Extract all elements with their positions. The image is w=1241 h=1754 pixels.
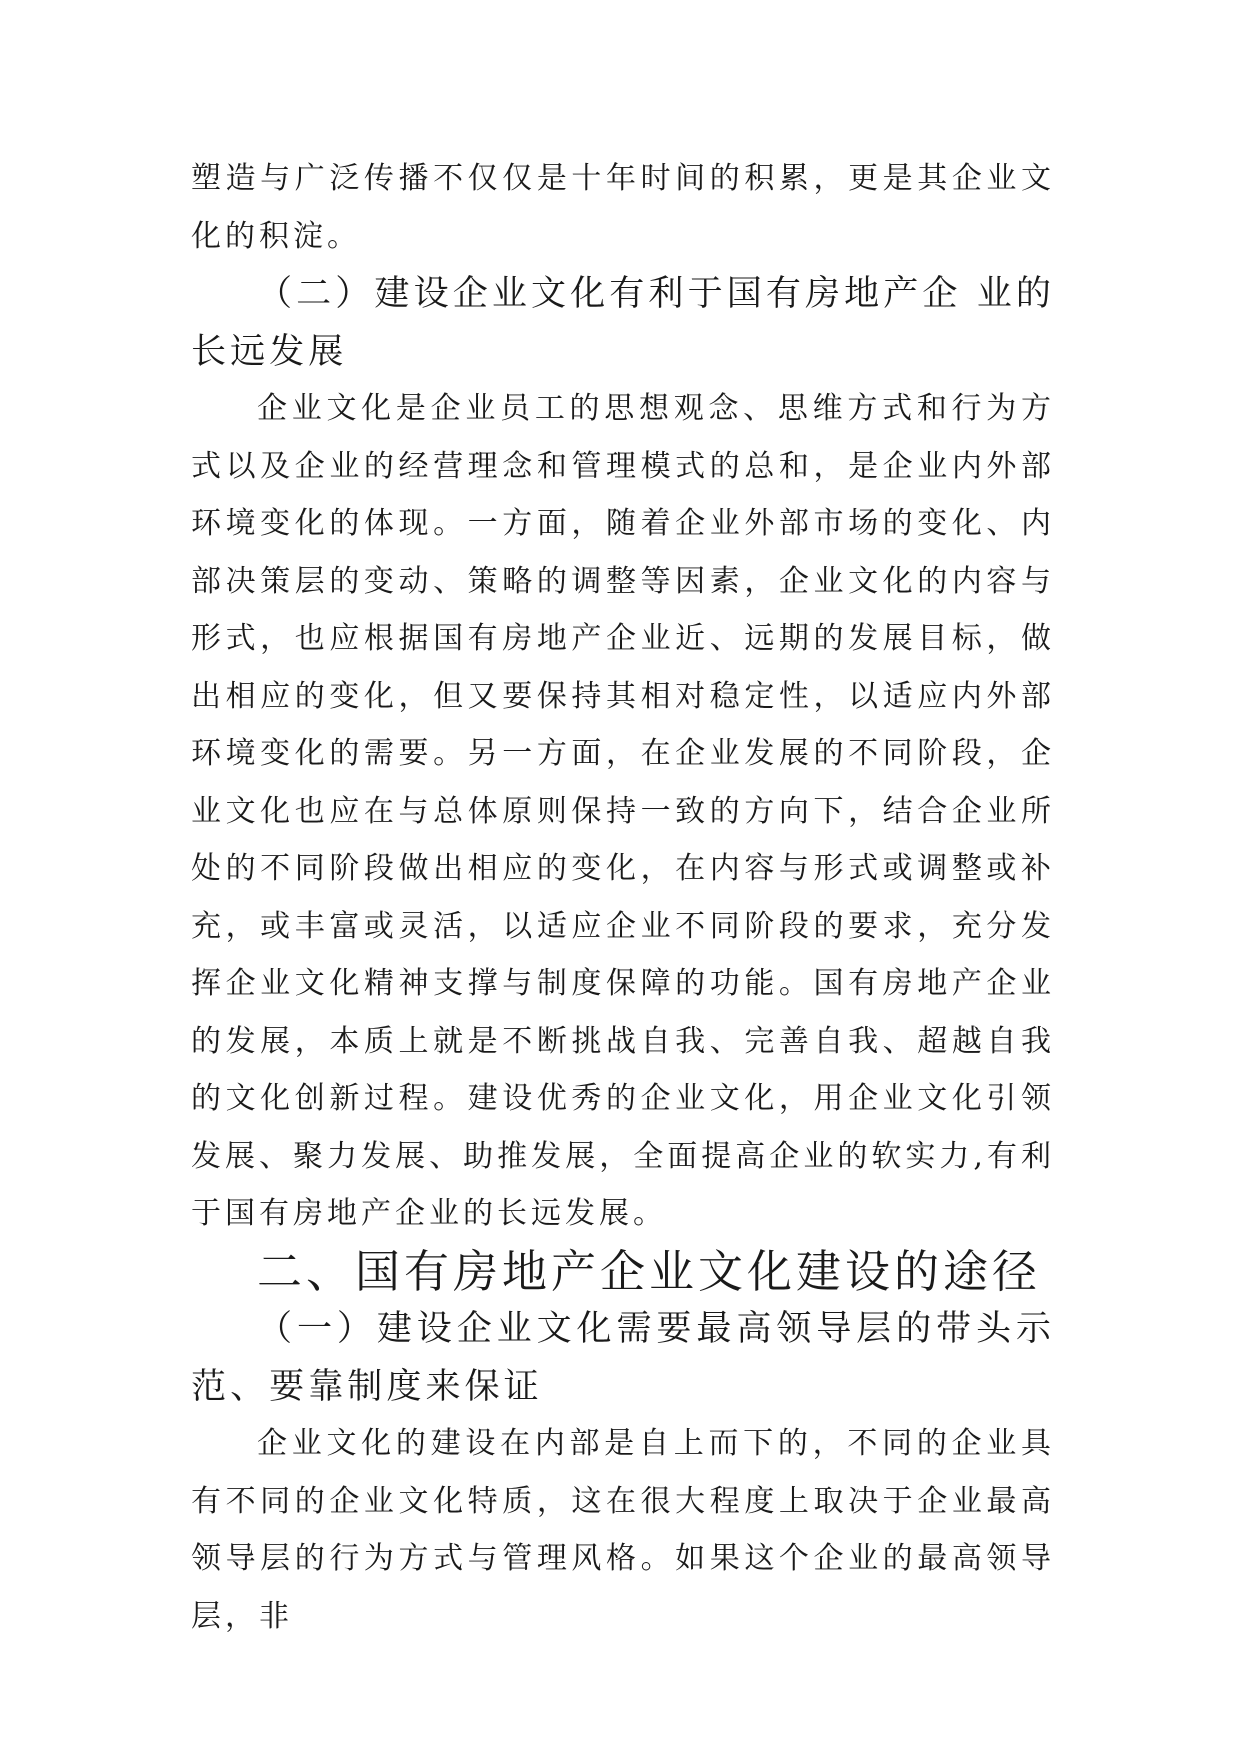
section-heading-2: 二、国有房地产企业文化建设的途径 [257,1244,1042,1298]
paragraph-corporate-culture: 企业文化是企业员工的思想观念、思维方式和行为方式以及企业的经营理念和管理模式的总和，是企业内外部环境变化的体现。一方面，随着企业外部市场的变化、内部决策层的变动、策略的调整等因素，企业文化的内容与形式，也应根据国有房地产企业近、远期的发展目标，做出相应的变化，但又要保持其相对稳定性，以适应内外部环境变化的需要。另一方面，在企业发展的不同阶段，企业文化也应在与总体原则保持一致的方向下，结合企业所处的不同阶段做出相应的变化，在内容与形式或调整或补充，或丰富或灵活，以适应企业不同阶段的要求，充分发挥企业文化精神支撑与制度保障的功能。国有房地产企业的发展，本质上就是不断挑战自我、完善自我、超越自我的文化创新过程。建设优秀的企业文化，用企业文化引领发展、聚力发展、助推发展，全面提高企业的软实力,有利于国有房地产企业的长远发展。 [191,391,1055,1231]
subheading-2: （二）建设企业文化有利于国有房地产企 业的长远发展 [191,273,1055,372]
subheading-1: （一）建设企业文化需要最高领导层的带头示范、要靠制度来保证 [191,1308,1055,1407]
paragraph-leadership: 企业文化的建设在内部是自上而下的，不同的企业具有不同的企业文化特质，这在很大程度上取决于企业最高领导层的行为方式与管理风格。如果这个企业的最高领导层，非 [191,1426,1055,1634]
document-body [191,150,1055,1645]
paragraph-continuation: 塑造与广泛传播不仅仅是十年时间的积累，更是其企业文化的积淀。 [191,161,1055,254]
